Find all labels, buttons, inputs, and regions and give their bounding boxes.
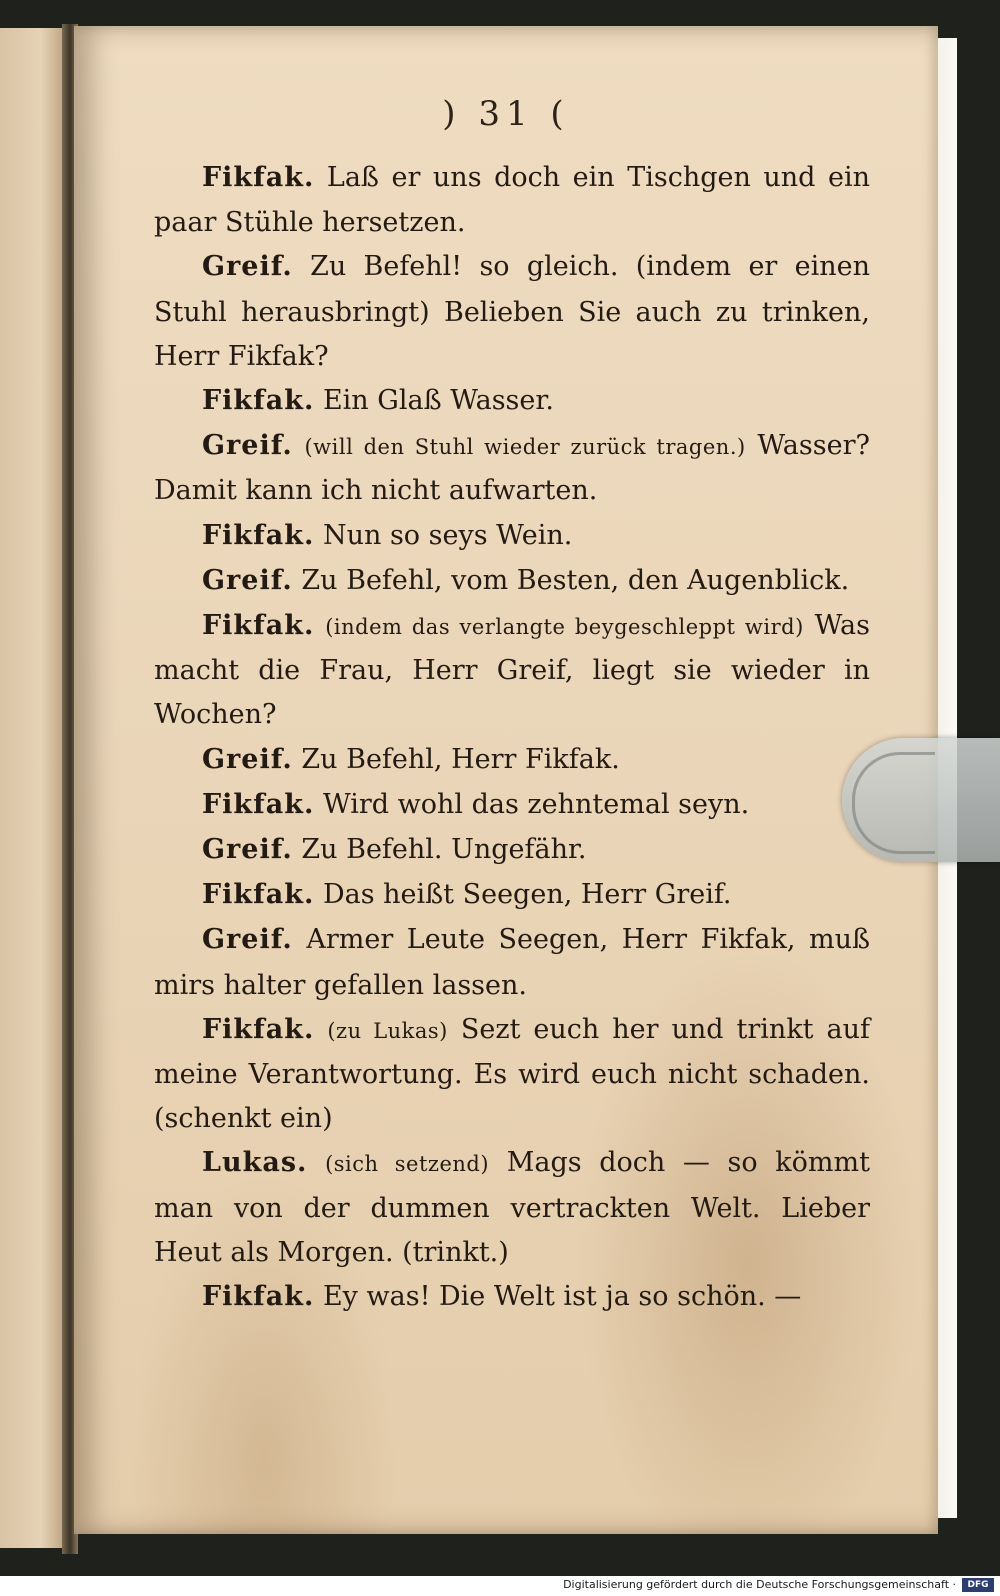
speaker-name: Greif. — [202, 564, 293, 596]
footer-credit: Digitalisierung gefördert durch die Deutsche Forschungsgemeinschaft · — [563, 1578, 956, 1591]
dialogue-paragraph — [154, 424, 870, 513]
dialogue-line: Zu Befehl! so gleich. (indem er einen Stuhl herausbringt) Belieben Sie auch zu trinken, Herr Fikfak? — [154, 251, 870, 372]
dialogue-paragraph — [154, 918, 870, 1007]
dialogue-paragraph — [154, 828, 870, 873]
dialogue-line: Wird wohl das zehntemal seyn. — [322, 788, 750, 820]
dialogue-paragraph — [154, 604, 870, 738]
dialogue-paragraph — [154, 245, 870, 379]
speaker-name: Fikfak. — [202, 788, 315, 820]
page-number: ) 31 ( — [442, 94, 570, 134]
dialogue-line: Nun so seys Wein. — [322, 519, 573, 551]
speaker-name: Greif. — [202, 251, 293, 283]
stage-direction: (indem das verlangte beygeschleppt wird) — [325, 615, 804, 640]
speaker-name: Greif. — [202, 834, 293, 866]
speaker-name: Fikfak. — [202, 162, 315, 193]
speaker-name: Fikfak. — [202, 1281, 315, 1313]
dialogue-line: Zu Befehl, vom Besten, den Augenblick. — [301, 564, 850, 596]
dialogue-paragraph — [154, 1275, 870, 1320]
stage-direction: (zu Lukas) — [327, 1018, 448, 1043]
speaker-name: Greif. — [202, 924, 293, 956]
speaker-name: Greif. — [202, 430, 293, 462]
speaker-name: Fikfak. — [202, 610, 315, 642]
dialogue-line: Was macht die Frau, Herr Greif, liegt sie wieder in Wochen? — [154, 610, 870, 731]
speaker-name: Fikfak. — [202, 879, 315, 911]
dialogue-line: Laß er uns doch ein Tischgen und ein paar Stühle hersetzen. — [154, 162, 870, 239]
dialogue-paragraph — [154, 1008, 870, 1142]
speaker-name: Fikfak. — [202, 1013, 315, 1045]
dialogue-line: Das heißt Seegen, Herr Greif. — [322, 879, 732, 911]
book-page — [74, 26, 938, 1534]
dialogue-line: Ey was! Die Welt ist ja so schön. — — [322, 1281, 802, 1313]
dialogue-paragraph — [154, 559, 870, 604]
speaker-name: Fikfak. — [202, 385, 315, 417]
dialogue-line: Sezt euch her und trinkt auf meine Verantwortung. Es wird euch nicht schaden. (schenkt ein) — [154, 1013, 870, 1135]
dialogue-paragraph — [154, 514, 870, 559]
stage-direction: (sich setzend) — [325, 1152, 490, 1177]
dialogue-paragraph — [154, 738, 870, 783]
stage-direction: (will den Stuhl wieder zurück tragen.) — [304, 435, 746, 460]
dfg-logo: DFG — [962, 1578, 994, 1592]
dialogue-paragraph — [154, 1141, 870, 1275]
dialogue-paragraph — [154, 156, 870, 245]
speaker-name: Greif. — [202, 743, 293, 775]
dialogue-text — [154, 156, 870, 1320]
speaker-name: Fikfak. — [202, 519, 315, 551]
dialogue-line: Ein Glaß Wasser. — [322, 385, 554, 417]
dialogue-paragraph — [154, 783, 870, 828]
left-page-edge — [0, 28, 70, 1548]
dialogue-line: Armer Leute Seegen, Herr Fikfak, muß mirs halter gefallen lassen. — [154, 924, 870, 1001]
dialogue-line: Wasser? Damit kann ich nicht aufwarten. — [154, 430, 870, 507]
page-clip-inner — [852, 752, 935, 854]
speaker-name: Lukas. — [202, 1147, 308, 1179]
dialogue-line: Zu Befehl, Herr Fikfak. — [301, 743, 620, 775]
dialogue-line: Mags doch — so kömmt man von der dummen vertrackten Welt. Lieber Heut als Morgen. (trinkt.) — [154, 1147, 870, 1268]
dialogue-paragraph — [154, 873, 870, 918]
dialogue-paragraph — [154, 379, 870, 424]
dialogue-line: Zu Befehl. Ungefähr. — [301, 834, 587, 866]
